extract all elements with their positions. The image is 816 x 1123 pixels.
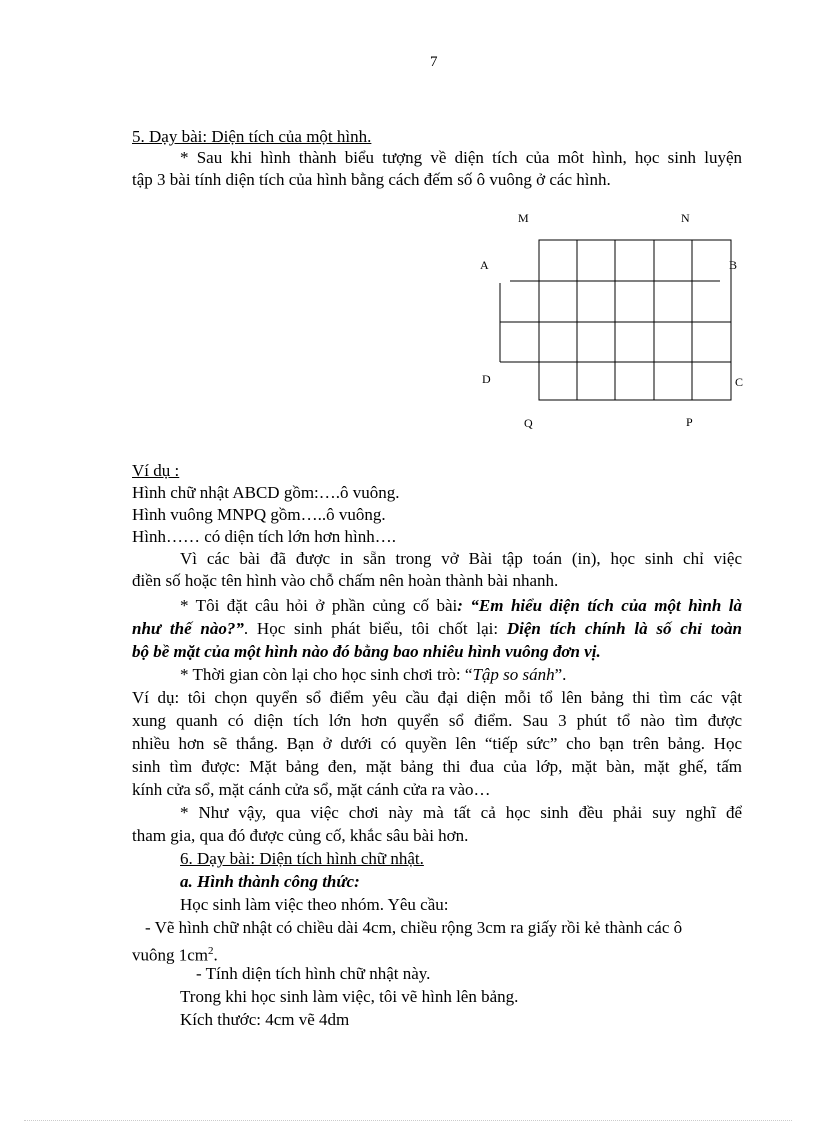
example-line2: Hình vuông MNPQ gồm…..ô vuông. — [132, 505, 386, 524]
page-number: 7 — [430, 54, 438, 70]
example-title: Ví dụ : — [132, 461, 180, 480]
label-p: P — [686, 415, 693, 429]
paragraph5-line2: xung quanh có diện tích lớn hơn quyển sổ điểm. Sau 3 phút tổ nào tìm được — [132, 711, 742, 730]
label-m: M — [518, 211, 529, 225]
paragraph1-line1: * Sau khi hình thành biểu tượng về diện tích của môt hình, học sinh luyện — [180, 148, 742, 167]
paragraph5-line3: nhiều hơn sẽ thắng. Bạn ở dưới có quyền lên “tiếp sức” cho bạn trên bảng. Học — [132, 734, 742, 753]
label-d: D — [482, 372, 491, 386]
paragraph4-line1: * Thời gian còn lại cho học sinh chơi trò: “Tập so sánh”. — [180, 665, 567, 684]
square-mnpq — [539, 240, 731, 400]
paragraph3-line2: như thế nào?”. Học sinh phát biểu, tôi chốt lại: Diện tích chính là số chỉ toàn — [132, 619, 742, 638]
paragraph3-line3: bộ bề mặt của một hình nào đó bằng bao nhiêu hình vuông đơn vị. — [132, 642, 601, 661]
paragraph8-line2: Kích thước: 4cm vẽ 4dm — [180, 1010, 350, 1029]
paragraph2-line1: Vì các bài đã được in sẵn trong vở Bài tập toán (in), học sinh chỉ việc — [180, 549, 742, 568]
example-line1: Hình chữ nhật ABCD gồm:….ô vuông. — [132, 483, 400, 502]
label-c: C — [735, 375, 744, 389]
paragraph2-line2: điền số hoặc tên hình vào chỗ chấm nên hoàn thành bài nhanh. — [132, 571, 559, 590]
paragraph1-line2: tập 3 bài tính diện tích của hình bằng cách đếm số ô vuông ở các hình. — [132, 170, 611, 189]
paragraph5-line4: sinh tìm được: Mặt bảng đen, mặt bảng thi đua của lớp, mặt bàn, mặt ghế, tấm — [132, 757, 742, 776]
section5-title: 5. Dạy bài: Diện tích của một hình. — [132, 127, 372, 146]
paragraph3-line1: * Tôi đặt câu hỏi ở phần củng cố bài: “Em hiểu diện tích của một hình là — [180, 596, 743, 615]
label-a: A — [480, 258, 489, 272]
label-q: Q — [524, 416, 533, 430]
paragraph8-line1: Trong khi học sinh làm việc, tôi vẽ hình lên bảng. — [180, 987, 519, 1006]
paragraph5-line1: Ví dụ: tôi chọn quyển sổ điểm yêu cầu đại diện mỗi tổ lên bảng thi tìm các vật — [132, 688, 742, 707]
paragraph7-line1: Học sinh làm việc theo nhóm. Yêu cầu: — [180, 895, 449, 914]
paragraph7-line2: - Vẽ hình chữ nhật có chiều dài 4cm, chiều rộng 3cm ra giấy rồi kẻ thành các ô — [145, 918, 683, 937]
grid-figure — [470, 205, 760, 435]
page-bottom-rule — [24, 1120, 792, 1121]
label-n: N — [681, 211, 690, 225]
paragraph7-line4: - Tính diện tích hình chữ nhật này. — [196, 964, 431, 983]
section6-title: 6. Dạy bài: Diện tích hình chữ nhật. — [180, 849, 424, 868]
paragraph6-line1: * Như vậy, qua việc chơi này mà tất cả học sinh đều phải suy nghĩ để — [180, 803, 742, 822]
paragraph7-line3: vuông $1cm^2$. — [132, 945, 218, 965]
paragraph5-line5: kính cửa sổ, mặt cánh cửa sổ, mặt cánh cửa ra vào… — [132, 780, 491, 799]
example-line3: Hình…… có diện tích lớn hơn hình…. — [132, 527, 396, 546]
subsection-a-title: a. Hình thành công thức: — [180, 872, 360, 891]
paragraph6-line2: tham gia, qua đó được củng cố, khắc sâu bài hơn. — [132, 826, 469, 845]
label-b: B — [729, 258, 738, 272]
